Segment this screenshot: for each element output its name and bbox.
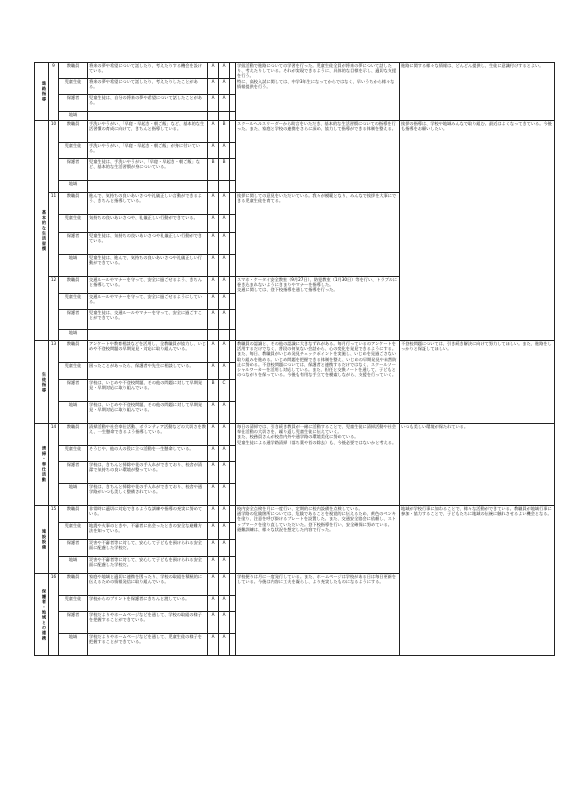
respondent-role: 児童生徒 (59, 446, 88, 462)
school-comment: 挨拶に関しての意見をいただいている。我々が模範となり、みんなで挨拶を大事にできる児童生徒を育てる。 (236, 193, 400, 277)
grade-overall: A (219, 255, 230, 277)
evaluation-item: 災害や不審者等に対して、安心して子どもを預けられる安全面に配慮した学校だ。 (88, 557, 208, 574)
grade-self: A (208, 574, 219, 596)
grade-self: A (208, 523, 219, 540)
grade-overall: A (219, 215, 230, 233)
school-comment: 校内安全点検を月に一度行い、定期的に校内設備を点検している。 通学路の危険箇所については、危険であることを視覚的に伝えるため、黄色のペンキを塗り、注意を呼び掛けるプレートを設置した。また、交通安全協会に依頼し、ストップマークを塗り直していただいた。登下校指導を行い、安全確保に努めている。 避難訓練は、様々な状況を想定した内容で行った。 (236, 506, 400, 574)
grade-blank (230, 310, 236, 330)
grade-blank (230, 523, 236, 540)
grade-blank (230, 634, 236, 656)
grade-overall: A (219, 634, 230, 656)
item-number: 16 (49, 574, 59, 656)
evaluation-item: 学校だよりやホームページなどを通して、児童生徒の様子を把握することができている。 (88, 634, 208, 656)
grade-overall: A (219, 523, 230, 540)
respondent-role: 地域 (59, 112, 88, 121)
grade-overall: B (219, 159, 230, 181)
grade-overall: A (219, 612, 230, 634)
grade-overall: A (219, 540, 230, 557)
school-comment: スマホ・ケータイ安全教室（9月27日）、防犯教室（1月30日）等を行い、トラブルに巻き込まれないようにきまりやマナーを指導した。 交通に関しては、登下校指導を通して指導を行った。 (236, 277, 400, 341)
grade-overall: A (219, 402, 230, 424)
grade-overall: B (219, 121, 230, 143)
grade-self: A (208, 363, 219, 380)
grade-blank (230, 294, 236, 310)
evaluation-item: 災害や不審者等に対して、安心して子どもを預けられる安全面に配慮した学校だ。 (88, 540, 208, 557)
respondent-role: 教職員 (59, 424, 88, 446)
grade-self: A (208, 95, 219, 112)
grade-blank (230, 159, 236, 181)
respondent-role: 教職員 (59, 63, 88, 79)
committee-opinion: 進路に関する様々な情報は、どんどん提供し、生徒に意識付けするとよい。 (400, 63, 555, 121)
grade-overall: A (219, 233, 230, 255)
evaluation-item: 将来の夢や希望について話したり、考えたりする機会を設けている。 (88, 63, 208, 79)
respondent-role: 保護者 (59, 540, 88, 557)
respondent-role: 児童生徒 (59, 143, 88, 159)
grade-overall (219, 112, 230, 121)
category-label: 清掃・奉仕活動 (35, 424, 49, 506)
grade-self: A (208, 424, 219, 446)
evaluation-item: 学校は、いじめや不登校問題、その他の問題に対して早期発見・早期対応に取り組んでいる。 (88, 402, 208, 424)
grade-overall: A (219, 341, 230, 363)
grade-overall: A (219, 446, 230, 462)
grade-overall: C (219, 380, 230, 402)
grade-self: A (208, 63, 219, 79)
respondent-role: 児童生徒 (59, 363, 88, 380)
evaluation-item: 困ったことがあったら、保護者や先生に相談している。 (88, 363, 208, 380)
respondent-role: 児童生徒 (59, 523, 88, 540)
grade-overall: A (219, 596, 230, 612)
category-label: 施設設備 (35, 506, 49, 574)
grade-self: A (208, 540, 219, 557)
respondent-role: 保護者 (59, 380, 88, 402)
grade-self: A (208, 506, 219, 523)
respondent-role: 保護者 (59, 462, 88, 484)
grade-blank (230, 446, 236, 462)
evaluation-item: 児童生徒は、交通ルールやマナーを守って、安全に過ごすことができている。 (88, 310, 208, 330)
grade-self: A (208, 277, 219, 294)
respondent-role: 保護者 (59, 159, 88, 181)
grade-overall: A (219, 294, 230, 310)
grade-self: A (208, 121, 219, 143)
grade-self: A (208, 341, 219, 363)
evaluation-item: 交通ルールやマナーを守って、安全に過ごせるようにしている。 (88, 294, 208, 310)
evaluation-item: 学校は、きちんと掃除や花の手入れができており、校舎や通学路がいつも美しく整備されている。 (88, 484, 208, 506)
grade-self: A (208, 294, 219, 310)
school-comment: 毎日の清掃では、引き続き教員が一緒に活動することで、児童生徒に清掃活動や社会奉仕活動の大切さを、繰り返し児童生徒に伝えていく。 また、校務員さんが校舎内外や通学路の環境美化に努めている。 児童生徒による通学路清掃（落ち葉や苔の除去）も、今後必要ではないかと考える。 (236, 424, 400, 506)
respondent-role: 保護者 (59, 612, 88, 634)
evaluation-table (34, 62, 555, 656)
evaluation-table-body (35, 63, 555, 656)
respondent-role: 地域 (59, 255, 88, 277)
grade-blank (230, 557, 236, 574)
table-row (35, 424, 555, 446)
grade-self: A (208, 484, 219, 506)
evaluation-item: 手洗いやうがい、「早寝・早起き・朝ご飯」が身に付いている。 (88, 143, 208, 159)
grade-blank (230, 233, 236, 255)
item-number: 11 (49, 193, 59, 277)
grade-self: A (208, 462, 219, 484)
school-comment: 学校便りは月に一度発行している。また、ホームページは学校がある日は毎日更新をしている。今後は内容に工夫を凝らし、より充実したものになるようにする。 (236, 574, 400, 656)
grade-blank (230, 462, 236, 484)
grade-blank (230, 79, 236, 95)
grade-blank (230, 255, 236, 277)
grade-overall: A (219, 424, 230, 446)
grade-blank (230, 112, 236, 121)
respondent-role: 教職員 (59, 574, 88, 596)
grade-overall: A (219, 277, 230, 294)
evaluation-item: 学校は、いじめや不登校問題、その他の問題に対して早期発見・早期対応に取り組んでいる。 (88, 380, 208, 402)
grade-blank (230, 95, 236, 112)
grade-blank (230, 612, 236, 634)
grade-overall: A (219, 310, 230, 330)
grade-blank (230, 330, 236, 341)
respondent-role: 教職員 (59, 121, 88, 143)
evaluation-item: 気持ちの良いあいさつや、礼儀正しい行動ができている。 (88, 215, 208, 233)
grade-overall: A (219, 462, 230, 484)
evaluation-item: 地震や火事のときや、不審者に出会ったときの安全な避難方法を知っている。 (88, 523, 208, 540)
evaluation-item: 非常時に適切に対応できるような訓練や指導の充実に努めている。 (88, 506, 208, 523)
school-comment: 学級活動で進路についての学習を行った。児童生徒全員が将来の夢について話したり、考えたりしている。それが実現できるように、具体的な目標を示し、適切な支援を行う。 特に、高校入試に関しては、中学3年生になってからではなく、早いうちから様々な情報提供を行う。 (236, 63, 400, 121)
grade-overall: A (219, 574, 230, 596)
grade-self: A (208, 402, 219, 424)
grade-blank (230, 540, 236, 557)
grade-overall: A (219, 63, 230, 79)
respondent-role: 保護者 (59, 310, 88, 330)
table-row (35, 506, 555, 523)
grade-blank (230, 596, 236, 612)
table-row (35, 121, 555, 143)
evaluation-item: 清掃活動や社会奉仕活動、ボランティア活動などの大切さを教え、一生懸命できるよう指導している。 (88, 424, 208, 446)
grade-self: A (208, 446, 219, 462)
grade-self: A (208, 193, 219, 215)
evaluation-item: 将来の夢や希望について話したり、考えたりしたことがある。 (88, 79, 208, 95)
grade-blank (230, 363, 236, 380)
evaluation-item: 手洗いやうがい、「早寝・早起き・朝ご飯」など、基本的な生活習慣の育成に向けて、きちんと指導している。 (88, 121, 208, 143)
grade-self: A (208, 596, 219, 612)
committee-opinion: 挨拶の指導は、学校や地域みんなで取り組む。最近はよくなってきている。今後も指導をお願いしたい。 (400, 121, 555, 341)
grade-self (208, 112, 219, 121)
evaluation-item (88, 181, 208, 193)
evaluation-item (88, 112, 208, 121)
category-label: 進路指導 (35, 63, 49, 121)
grade-blank (230, 402, 236, 424)
respondent-role: 教職員 (59, 341, 88, 363)
grade-overall: A (219, 79, 230, 95)
respondent-role: 地域 (59, 634, 88, 656)
evaluation-item: 児童生徒は、自分の将来の夢や希望について話したことがある。 (88, 95, 208, 112)
respondent-role: 児童生徒 (59, 294, 88, 310)
grade-self: A (208, 557, 219, 574)
evaluation-item: アンケートや教育相談などを活用し、全教職員が協力し、いじめや不登校問題の早期発見・対応に取り組んでいる。 (88, 341, 208, 363)
respondent-role: 教職員 (59, 277, 88, 294)
item-number: 12 (49, 277, 59, 341)
grade-overall (219, 181, 230, 193)
committee-opinion: 不登校問題については、引き続き解決に向けて努力してほしい。また、進路をしっかりと保証してほしい。 (400, 341, 555, 424)
grade-overall: A (219, 557, 230, 574)
evaluation-item: 学校からのプリントを保護者にきちんと渡している。 (88, 596, 208, 612)
grade-overall: A (219, 193, 230, 215)
respondent-role: 保護者 (59, 233, 88, 255)
respondent-role: 教職員 (59, 193, 88, 215)
evaluation-item: そうじや、他の人の役に立つ活動を一生懸命している。 (88, 446, 208, 462)
grade-overall: A (219, 363, 230, 380)
table-row (35, 341, 555, 363)
respondent-role: 地域 (59, 402, 88, 424)
grade-overall: A (219, 506, 230, 523)
grade-overall: A (219, 484, 230, 506)
respondent-role: 保護者 (59, 95, 88, 112)
evaluation-item: 学校だよりやホームページなどを通して、学校の取組の様子を把握することができている。 (88, 612, 208, 634)
category-label: 生徒指導 (35, 341, 49, 424)
category-label: 保護者・地域との連携 (35, 574, 49, 656)
evaluation-item: 進んで、気持ちの良いあいさつや礼儀正しい言動ができるよう、きちんと指導している。 (88, 193, 208, 215)
evaluation-item: 児童生徒は、進んで、気持ちの良いあいさつや礼儀正しい行動ができている。 (88, 255, 208, 277)
grade-blank (230, 484, 236, 506)
grade-self: A (208, 634, 219, 656)
school-comment: 教職員の認識と、その他の認識に大きなずれがある。毎月行っているのアンケートを活用するだけでなく、普段の何気ない会話から、心の変化を発見できるようにする。また、毎日、教職員がいじめ発見チェックポイントを実施し、いじめを見過ごさない取り組みを進める。いじめ問題を把握できる体制を整え、いじめの早期発見や未然防止に努める。不登校問題については、保護者と連携するだけではなく、スクールソーシャルワーカーを活用し対応している。また、担任と交換ノートを通して、子どもとのつながりを保っている。今後も有用な手立てを模索しながら、支援を行っていく。 (236, 341, 400, 424)
table-row (35, 63, 555, 79)
evaluation-item: 交通ルールやマナーを守って、安全に過ごせるよう、きちんと指導している。 (88, 277, 208, 294)
grade-self: A (208, 233, 219, 255)
respondent-role: 児童生徒 (59, 596, 88, 612)
committee-opinion: いつも美しい環境が保たれている。 (400, 424, 555, 506)
respondent-role: 児童生徒 (59, 215, 88, 233)
grade-blank (230, 181, 236, 193)
respondent-role: 地域 (59, 181, 88, 193)
evaluation-item: 家庭や地域と適切に連携を図ったり、学校の取組を積極的に伝えるための情報発信に取り組んでいる。 (88, 574, 208, 596)
category-label: 基本的な生活習慣 (35, 121, 49, 341)
grade-self: A (208, 79, 219, 95)
item-number: 10 (49, 121, 59, 193)
grade-self (208, 330, 219, 341)
committee-opinion: 地域が学校行事に加わることで、様々な活動ができている。教職員が地域行事に参加・協力することで、子どもたちに地域の伝統に触れさせるよい機会となる。 (400, 506, 555, 656)
evaluation-item: 学校は、きちんと掃除や花の手入れができており、校舎が清潔で気持ちの良い環境が整っている。 (88, 462, 208, 484)
grade-self: A (208, 255, 219, 277)
grade-self: A (208, 310, 219, 330)
grade-blank (230, 380, 236, 402)
grade-self (208, 181, 219, 193)
respondent-role: 教職員 (59, 506, 88, 523)
evaluation-item (88, 330, 208, 341)
evaluation-item: 児童生徒は、手洗いやうがい、「早寝・早起き・朝ご飯」など、基本的な生活習慣が身についている。 (88, 159, 208, 181)
grade-self: A (208, 612, 219, 634)
grade-overall (219, 330, 230, 341)
respondent-role: 地域 (59, 557, 88, 574)
grade-self: B (208, 159, 219, 181)
school-comment: スクールヘルスリーダーから助言をいただき、基本的な生活習慣についての指導を行った。また、家庭と学校の連携をさらに深め、協力して指導ができる体制を整える。 (236, 121, 400, 193)
grade-self: A (208, 143, 219, 159)
grade-blank (230, 143, 236, 159)
item-number: 9 (49, 63, 59, 121)
evaluation-item: 児童生徒は、気持ちの良いあいさつや礼儀正しい行動ができている。 (88, 233, 208, 255)
item-number: 15 (49, 506, 59, 574)
respondent-role: 地域 (59, 484, 88, 506)
respondent-role: 児童生徒 (59, 79, 88, 95)
grade-overall: A (219, 143, 230, 159)
grade-self: A (208, 215, 219, 233)
item-number: 13 (49, 341, 59, 424)
grade-overall: A (219, 95, 230, 112)
grade-blank (230, 215, 236, 233)
item-number: 14 (49, 424, 59, 506)
respondent-role: 地域 (59, 330, 88, 341)
grade-self: B (208, 380, 219, 402)
